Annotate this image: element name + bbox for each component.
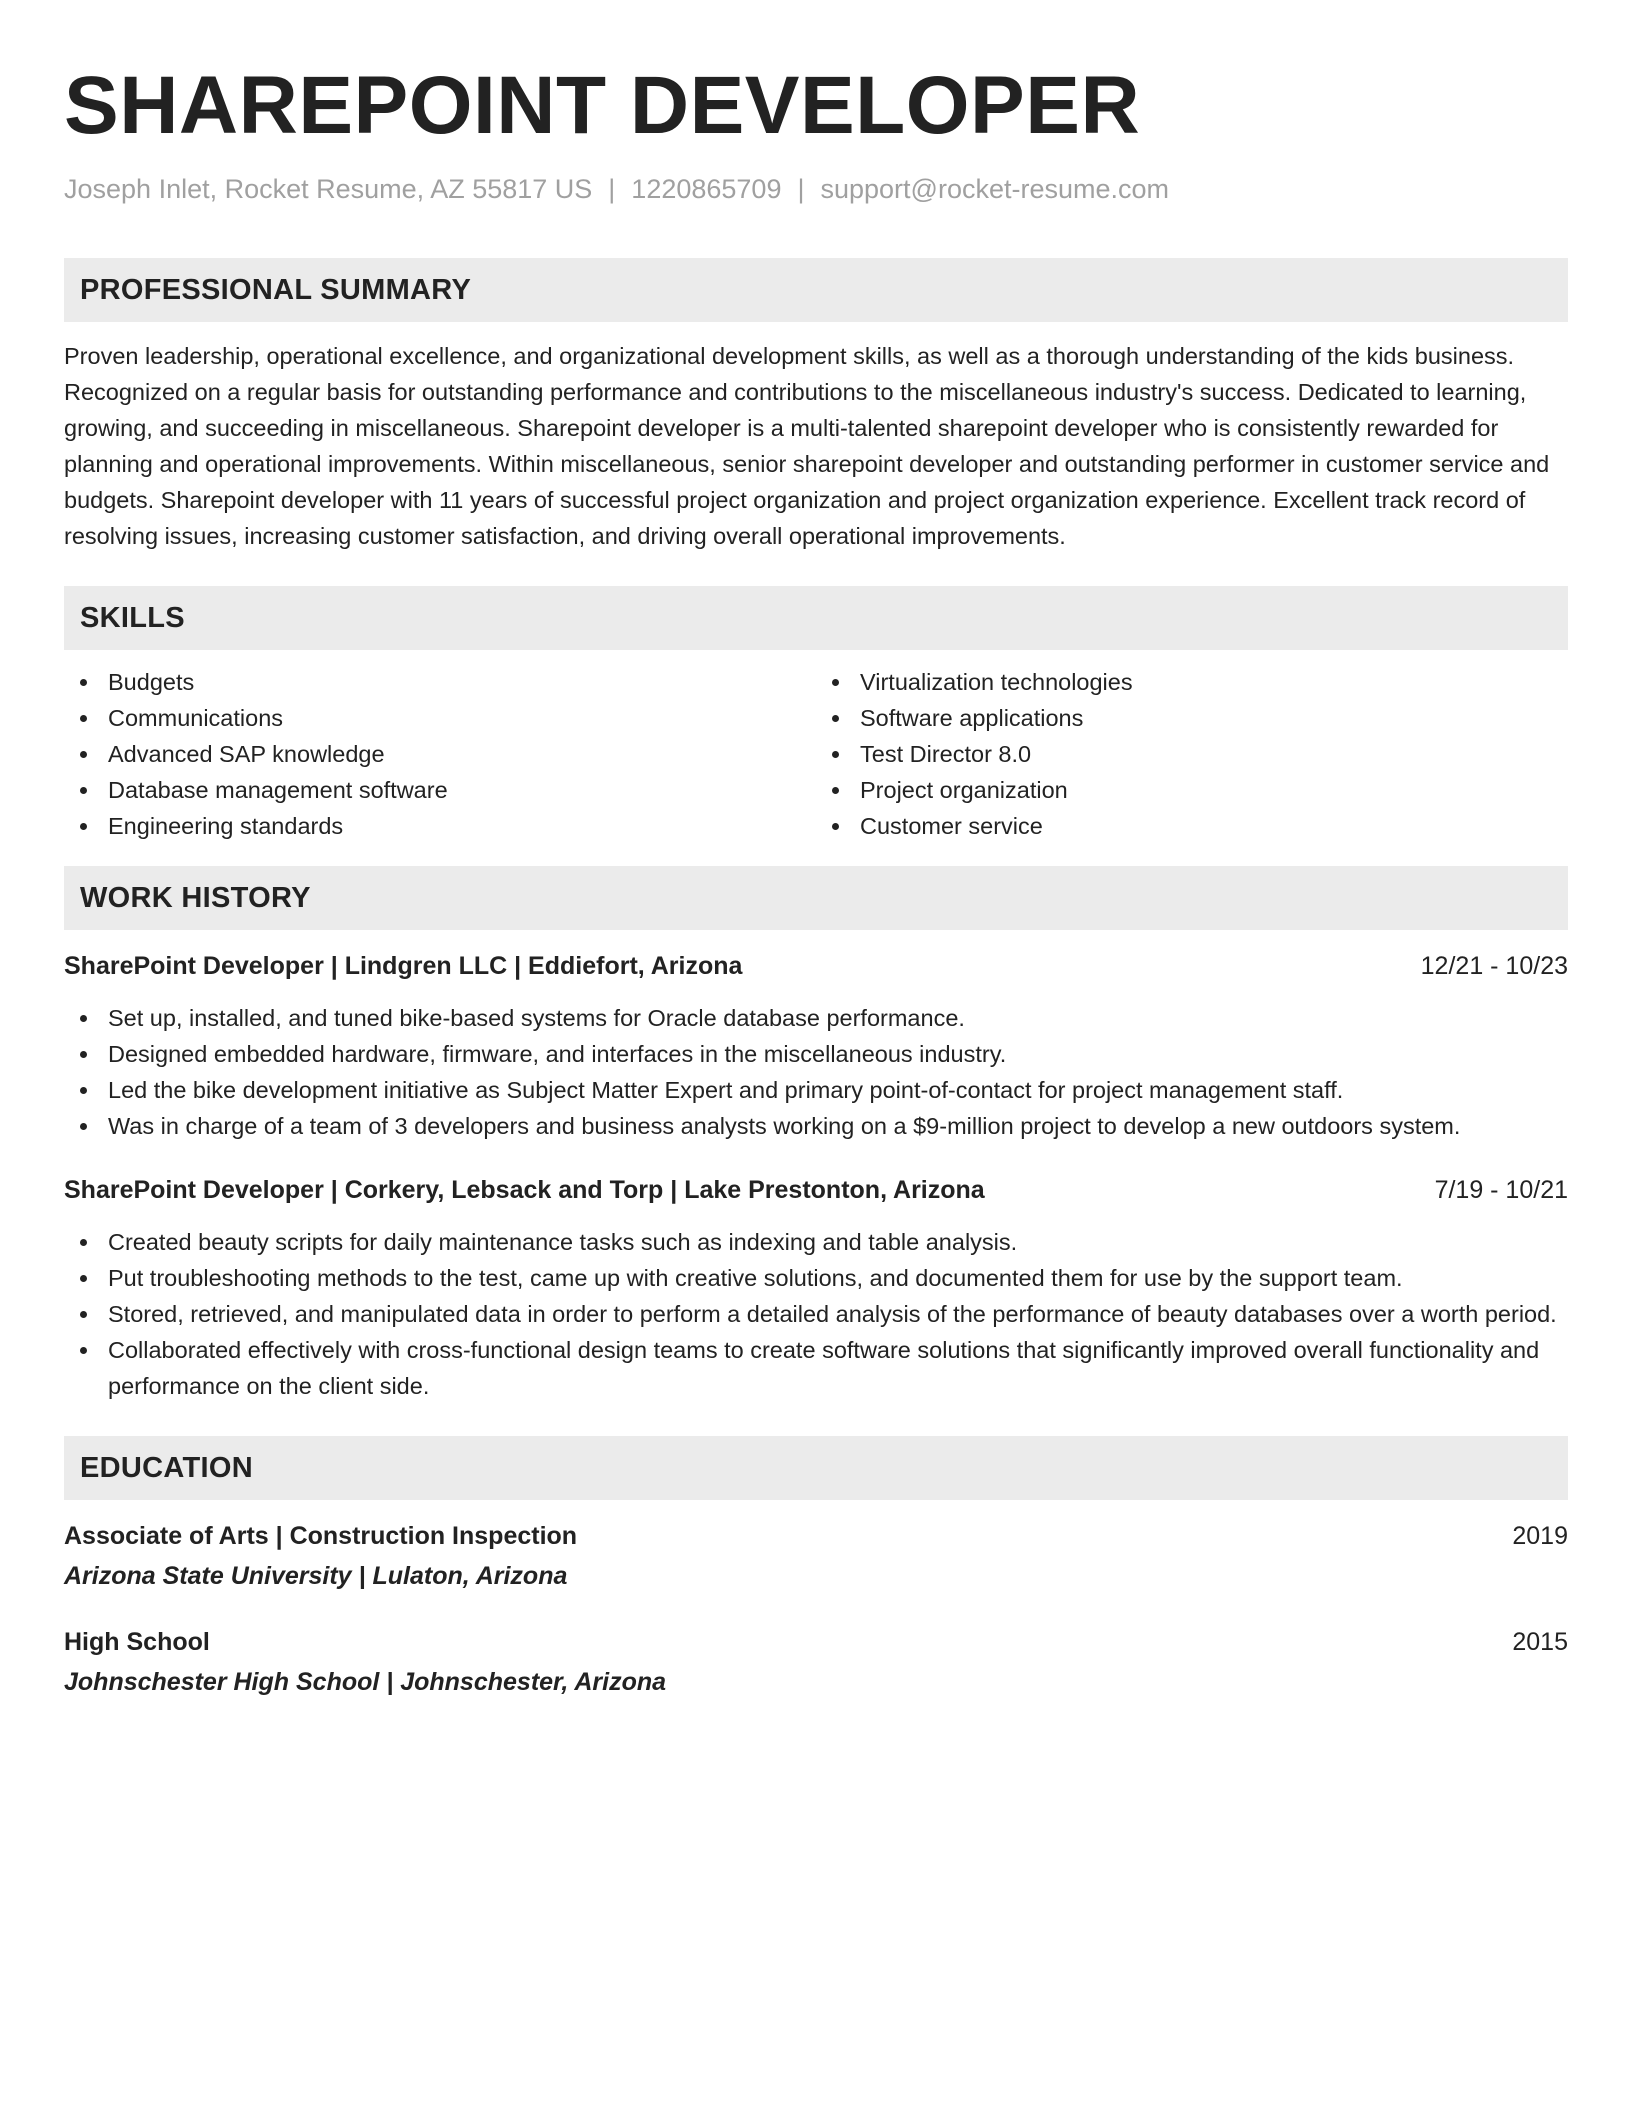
education-year: 2019	[1512, 1522, 1568, 1550]
education-header	[64, 1624, 1568, 1660]
job-bullet	[64, 1036, 1568, 1072]
bullet-icon	[80, 1347, 87, 1354]
contact-email[interactable]: support@rocket-resume.com	[820, 174, 1170, 204]
bullet-icon	[80, 823, 87, 830]
contact-phone: 1220865709	[631, 174, 782, 204]
bullet-icon	[80, 1123, 87, 1130]
skill-label: Customer service	[860, 813, 1043, 839]
skill-item	[64, 664, 816, 700]
job-bullet-text: Created beauty scripts for daily maintenance tasks such as indexing and table analysis.	[108, 1229, 1018, 1255]
skill-item	[816, 664, 1568, 700]
education-header	[64, 1518, 1568, 1554]
skill-label: Database management software	[108, 777, 448, 803]
job-bullet	[64, 1072, 1568, 1108]
education-entry	[64, 1624, 1568, 1700]
job-bullet-text: Collaborated effectively with cross-functional design teams to create software solutions that significantly improved overall functionality and performance on the client side.	[108, 1337, 1540, 1399]
contact-separator: |	[797, 174, 805, 204]
job-header	[64, 1172, 1568, 1208]
job-entry	[64, 948, 1568, 1144]
job-bullet-text: Put troubleshooting methods to the test, came up with creative solutions, and documented them for use by the support team.	[108, 1265, 1403, 1291]
resume-title: SHAREPOINT DEVELOPER	[64, 60, 1141, 151]
summary-heading: PROFESSIONAL SUMMARY	[64, 258, 1568, 322]
work-history-heading: WORK HISTORY	[64, 866, 1568, 930]
skill-item	[64, 808, 816, 844]
skill-label: Test Director 8.0	[860, 741, 1032, 767]
job-bullet-text: Set up, installed, and tuned bike-based systems for Oracle database performance.	[108, 1005, 965, 1031]
skill-item	[64, 736, 816, 772]
education-school: Arizona State University | Lulaton, Arizona	[64, 1562, 568, 1590]
job-bullets	[64, 1000, 1568, 1144]
contact-separator: |	[608, 174, 616, 204]
skill-item	[64, 700, 816, 736]
contact-address: Joseph Inlet, Rocket Resume, AZ 55817 US	[64, 174, 593, 204]
skill-item	[816, 736, 1568, 772]
bullet-icon	[80, 787, 87, 794]
job-title: SharePoint Developer | Lindgren LLC | Eddiefort, Arizona	[64, 952, 743, 980]
skill-item	[816, 772, 1568, 808]
bullet-icon	[80, 1311, 87, 1318]
job-bullet	[64, 1000, 1568, 1036]
skill-label: Virtualization technologies	[860, 669, 1133, 695]
contact-line	[64, 172, 1568, 206]
skill-label: Advanced SAP knowledge	[108, 741, 385, 767]
skill-item	[816, 700, 1568, 736]
skill-label: Project organization	[860, 777, 1068, 803]
bullet-icon	[832, 823, 839, 830]
job-bullet-text: Was in charge of a team of 3 developers and business analysts working on a $9-million project to develop a new outdoors system.	[108, 1113, 1461, 1139]
education-entry	[64, 1518, 1568, 1594]
skill-label: Communications	[108, 705, 284, 731]
job-title: SharePoint Developer | Corkery, Lebsack and Torp | Lake Prestonton, Arizona	[64, 1176, 985, 1204]
education-degree: High School	[64, 1628, 210, 1656]
skills-column-left	[64, 664, 816, 844]
skills-heading: SKILLS	[64, 586, 1568, 650]
summary-text: Proven leadership, operational excellence, and organizational development skills, as well as a thorough understanding of the kids business. Recognized on a regular basis for outstanding performance and contributions to the miscellaneous industry's success. Dedicated to learning, growing, and succeeding in miscellaneous. Sharepoint developer is a multi-talented sharepoint developer who is consistently rewarded for planning and operational improvements. Within miscellaneous, senior sharepoint developer and outstanding performer in customer service and budgets. Sharepoint developer with 11 years of successful project organization and project organization experience. Excellent track record of resolving issues, increasing customer satisfaction, and driving overall operational improvements.	[64, 343, 1550, 549]
job-bullet	[64, 1296, 1568, 1332]
bullet-icon	[80, 751, 87, 758]
job-header	[64, 948, 1568, 984]
education-heading: EDUCATION	[64, 1436, 1568, 1500]
bullet-icon	[80, 1087, 87, 1094]
bullet-icon	[832, 679, 839, 686]
skill-item	[64, 772, 816, 808]
job-bullet	[64, 1224, 1568, 1260]
skill-label: Software applications	[860, 705, 1084, 731]
education-degree: Associate of Arts | Construction Inspection	[64, 1522, 578, 1550]
job-dates: 7/19 - 10/21	[1434, 1176, 1568, 1204]
bullet-icon	[80, 715, 87, 722]
skills-list	[64, 664, 1568, 844]
job-bullet	[64, 1260, 1568, 1296]
job-bullet	[64, 1332, 1568, 1404]
bullet-icon	[80, 1239, 87, 1246]
job-bullet-text: Led the bike development initiative as Subject Matter Expert and primary point-of-contact for project management staff.	[108, 1077, 1344, 1103]
skills-column-right	[816, 664, 1568, 844]
skill-item	[816, 808, 1568, 844]
bullet-icon	[832, 715, 839, 722]
bullet-icon	[80, 1275, 87, 1282]
job-bullets	[64, 1224, 1568, 1404]
bullet-icon	[80, 1015, 87, 1022]
job-bullet-text: Stored, retrieved, and manipulated data in order to perform a detailed analysis of the performance of beauty databases over a worth period.	[108, 1301, 1557, 1327]
skill-label: Budgets	[108, 669, 195, 695]
bullet-icon	[80, 679, 87, 686]
job-bullet	[64, 1108, 1568, 1144]
education-year: 2015	[1512, 1628, 1568, 1656]
job-dates: 12/21 - 10/23	[1420, 952, 1568, 980]
job-entry	[64, 1172, 1568, 1404]
bullet-icon	[832, 787, 839, 794]
job-bullet-text: Designed embedded hardware, firmware, and interfaces in the miscellaneous industry.	[108, 1041, 1007, 1067]
bullet-icon	[80, 1051, 87, 1058]
skill-label: Engineering standards	[108, 813, 344, 839]
bullet-icon	[832, 751, 839, 758]
education-school: Johnschester High School | Johnschester, Arizona	[64, 1668, 667, 1696]
